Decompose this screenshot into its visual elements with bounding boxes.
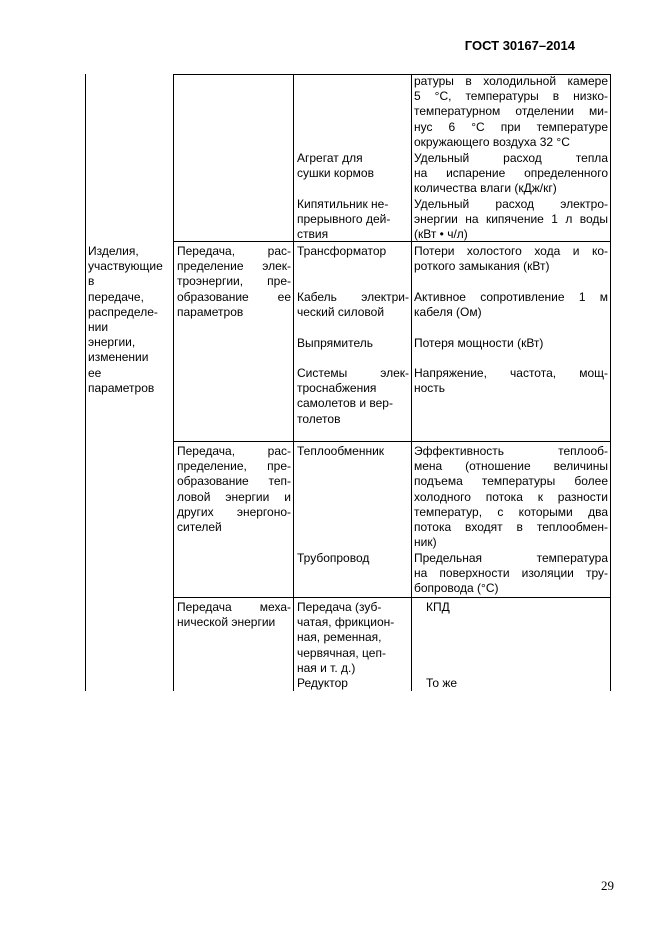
process-line: нической энергии [177, 615, 276, 630]
indicator-line: энергии на кипячение 1 л воды [414, 212, 608, 227]
product-line: Редуктор [297, 676, 348, 690]
process-line: других энергоно- [177, 504, 291, 519]
indicator-line: температурном отделении ми- [414, 104, 608, 119]
product-cell [297, 676, 409, 691]
product-cell [297, 151, 409, 181]
product-line: ная, ременная, [297, 630, 382, 645]
process-line: Передача, рас- [177, 444, 291, 458]
table-line-left [85, 74, 86, 691]
product-line: Передача (зуб- [297, 600, 382, 614]
group-name-line: участвующие [88, 259, 163, 274]
indicator-cell [414, 551, 608, 597]
row-divider-3 [173, 597, 611, 598]
product-line: сушки кормов [297, 166, 374, 181]
indicator-line: Потеря мощности (кВт) [414, 336, 544, 350]
indicator-line: холодного потока к разности [414, 489, 608, 504]
indicator-cell [426, 600, 608, 615]
indicator-cell [414, 244, 608, 274]
indicator-cell [414, 444, 608, 550]
group-name-line: изменении [88, 350, 149, 365]
indicator-line: Потери холостого хода и ко- [414, 244, 608, 258]
indicator-line: Предельная температура [414, 551, 608, 565]
table-line-col2 [173, 74, 174, 691]
product-cell [297, 366, 409, 427]
process-line: образование теп- [177, 474, 291, 489]
process-line: образование ее [177, 289, 291, 304]
indicator-line: (кВт • ч/л) [414, 227, 468, 242]
group-name-line: в [88, 274, 95, 289]
group-name-cell [88, 244, 172, 396]
product-cell [297, 444, 409, 459]
process-line: пределение, пре- [177, 459, 291, 474]
indicator-line: ник) [414, 535, 437, 550]
product-line: толетов [297, 411, 341, 426]
indicator-line: То же [426, 676, 458, 690]
process-cell [177, 444, 291, 535]
group-name-line: распределе- [88, 304, 158, 319]
group-name-line: ее [88, 365, 102, 380]
indicator-line: ратуры в холодильной камере [414, 74, 608, 88]
product-line: Кабель электри- [297, 290, 409, 304]
standard-header: ГОСТ 30167–2014 [464, 38, 575, 53]
indicator-line: количества влаги (кДж/кг) [414, 181, 557, 196]
product-cell [297, 290, 409, 320]
product-line: ческий силовой [297, 305, 385, 320]
product-line: Агрегат для [297, 151, 363, 165]
indicator-line: на поверхности изоляции тру- [414, 566, 608, 581]
process-line: пределение элек- [177, 259, 291, 274]
indicator-cell [414, 366, 608, 396]
product-line: Теплообменник [297, 444, 385, 458]
indicator-line: 5 °С, температуры в низко- [414, 89, 608, 104]
process-line: ловой энергии и [177, 489, 291, 504]
process-cell [177, 600, 291, 630]
product-line: Трубопровод [297, 551, 370, 565]
table-line-col3 [293, 74, 294, 691]
indicator-line: роткого замыкания (кВт) [414, 259, 550, 274]
group-name-line: Изделия, [88, 244, 139, 258]
indicator-line: нус 6 °С при температуре [414, 119, 608, 134]
product-cell [297, 244, 409, 259]
group-name-line: энергии, [88, 335, 136, 350]
indicator-line: окружающего воздуха 32 °С [414, 134, 570, 149]
indicator-line: Удельный расход электро- [414, 197, 608, 211]
group-name-line: нии [88, 320, 109, 335]
indicator-line: Эффективность теплооб- [414, 444, 608, 458]
product-line: Выпрямитель [297, 336, 374, 350]
process-line: Передача, рас- [177, 244, 291, 258]
indicator-cell [414, 336, 608, 351]
indicator-line: Удельный расход тепла [414, 151, 608, 165]
indicator-cell [414, 290, 608, 320]
process-line: Передача меха- [177, 600, 291, 614]
indicator-line: Активное сопротивление 1 м [414, 290, 608, 304]
indicator-cell [414, 74, 608, 150]
table-line-col4 [411, 74, 412, 691]
page-number: 29 [601, 878, 614, 893]
product-line: Трансформатор [297, 244, 387, 258]
product-cell [297, 336, 409, 351]
indicator-line: подъема температуры более [414, 474, 608, 489]
product-line: червячная, цеп- [297, 645, 386, 660]
product-cell [297, 600, 409, 676]
product-line: ная и т. д.) [297, 660, 356, 675]
product-line: самолетов и вер- [297, 396, 393, 411]
product-line: Системы элек- [297, 366, 409, 380]
product-line: прерывного дей- [297, 212, 391, 227]
group-name-line: передаче, [88, 289, 144, 304]
row-divider-2 [173, 441, 611, 442]
indicator-line: кабеля (Ом) [414, 305, 482, 320]
indicator-line: мена (отношение величины [414, 459, 608, 474]
indicator-line: КПД [426, 600, 450, 614]
indicator-line: ность [414, 381, 446, 396]
indicator-line: бопровода (°С) [414, 581, 499, 596]
group-name-line: параметров [88, 380, 155, 395]
indicator-line: температур, с которыми два [414, 504, 608, 519]
product-line: троснабжения [297, 381, 377, 396]
indicator-line: потока входят в теплообмен- [414, 520, 608, 535]
product-line: Кипятильник не- [297, 197, 389, 211]
product-line: ствия [297, 227, 329, 242]
indicator-cell [414, 197, 608, 243]
indicator-cell [426, 676, 608, 691]
indicator-line: на испарение определенного [414, 166, 608, 181]
product-cell [297, 551, 409, 566]
indicator-cell [414, 151, 608, 197]
table-line-right [610, 74, 611, 691]
product-line: чатая, фрикцион- [297, 615, 395, 630]
process-line: параметров [177, 304, 244, 319]
process-line: троэнергии, пре- [177, 274, 291, 289]
process-cell [177, 244, 291, 320]
product-cell [297, 197, 409, 243]
indicator-line: Напряжение, частота, мощ- [414, 366, 608, 380]
process-line: сителей [177, 520, 222, 535]
